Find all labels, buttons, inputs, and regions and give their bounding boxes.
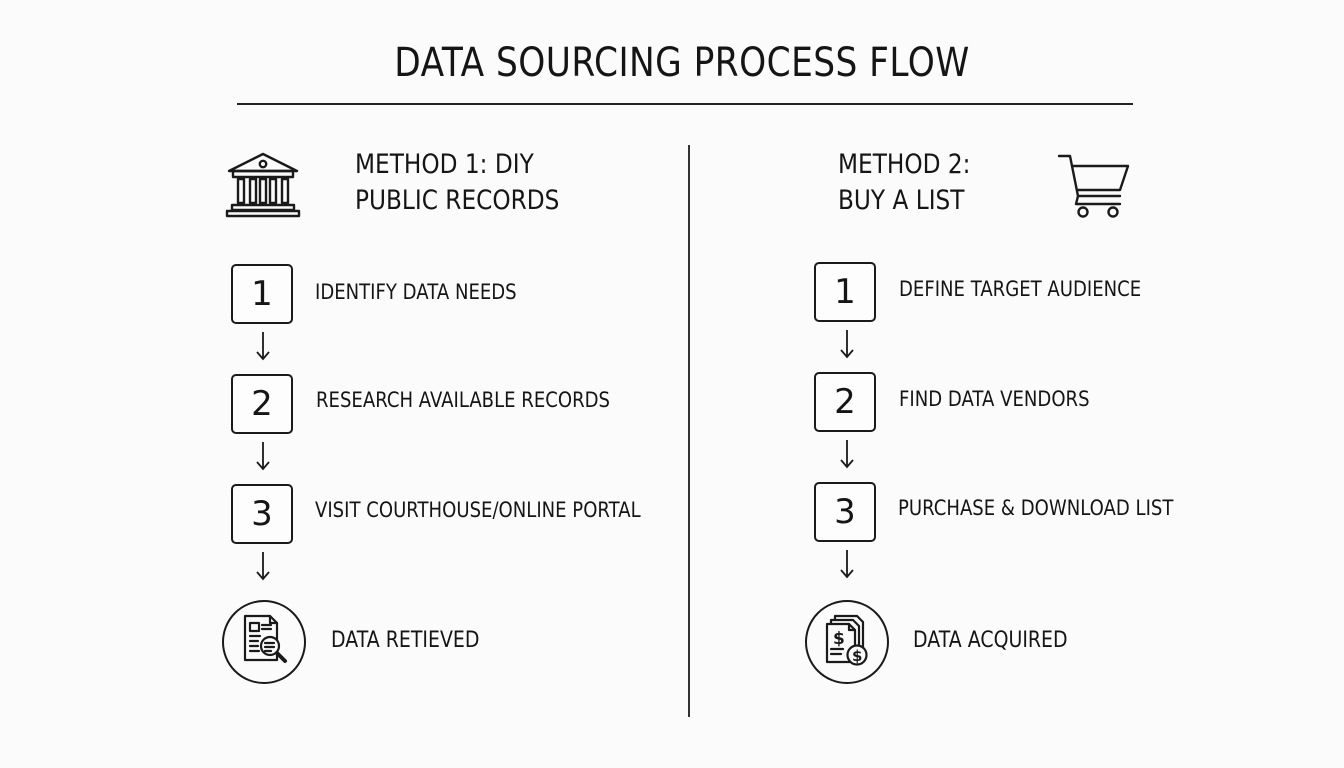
method-1-step-2-box	[231, 374, 293, 434]
method-2-title	[838, 147, 970, 219]
method-1-step-1-label: IDENTIFY DATA NEEDS	[315, 280, 517, 304]
step-number: 1	[834, 272, 856, 312]
method-1-step-1-box	[231, 264, 293, 324]
document-dollar-icon	[807, 602, 887, 682]
step-number: 2	[251, 384, 273, 424]
method-2-title-line1: METHOD 2:	[838, 149, 971, 180]
method-2-step-3-label: PURCHASE & DOWNLOAD LIST	[898, 496, 1174, 520]
method-2-step-2-label: FIND DATA VENDORS	[899, 387, 1090, 411]
method-2-step-3-box	[814, 482, 876, 542]
down-arrow-icon	[255, 331, 271, 361]
method-1-step-3-label: VISIT COURTHOUSE/ONLINE PORTAL	[315, 498, 641, 522]
method-1-step-3-box	[231, 484, 293, 544]
svg-text:$: $	[852, 647, 863, 665]
title-underline	[237, 103, 1133, 105]
method-1-title-line1: METHOD 1: DIY	[355, 149, 534, 180]
method-2-step-1-label: DEFINE TARGET AUDIENCE	[899, 277, 1142, 301]
step-number: 3	[834, 492, 856, 532]
down-arrow-icon	[255, 441, 271, 471]
down-arrow-icon	[839, 549, 855, 579]
step-number: 1	[251, 274, 273, 314]
method-1-outcome-label: DATA RETIEVED	[331, 628, 480, 653]
method-1-outcome-circle	[222, 600, 306, 684]
method-2-step-2-box	[814, 372, 876, 432]
document-search-icon	[224, 602, 304, 682]
method-1-step-2-label: RESEARCH AVAILABLE RECORDS	[316, 388, 610, 412]
svg-text:$: $	[833, 629, 845, 649]
shopping-cart-icon	[1056, 152, 1132, 220]
down-arrow-icon	[839, 329, 855, 359]
courthouse-icon	[224, 150, 302, 220]
step-number: 3	[251, 494, 273, 534]
method-2-title-line2: BUY A LIST	[838, 185, 965, 216]
method-1-title	[355, 147, 559, 219]
step-number: 2	[834, 382, 856, 422]
method-2-outcome-circle	[805, 600, 889, 684]
down-arrow-icon	[255, 551, 271, 581]
method-2-step-1-box	[814, 262, 876, 322]
method-2-outcome-label: DATA ACQUIRED	[913, 628, 1068, 653]
diagram-title: DATA SOURCING PROCESS FLOW	[394, 40, 970, 86]
down-arrow-icon	[839, 439, 855, 469]
column-divider	[688, 145, 690, 717]
method-1-title-line2: PUBLIC RECORDS	[355, 185, 560, 216]
